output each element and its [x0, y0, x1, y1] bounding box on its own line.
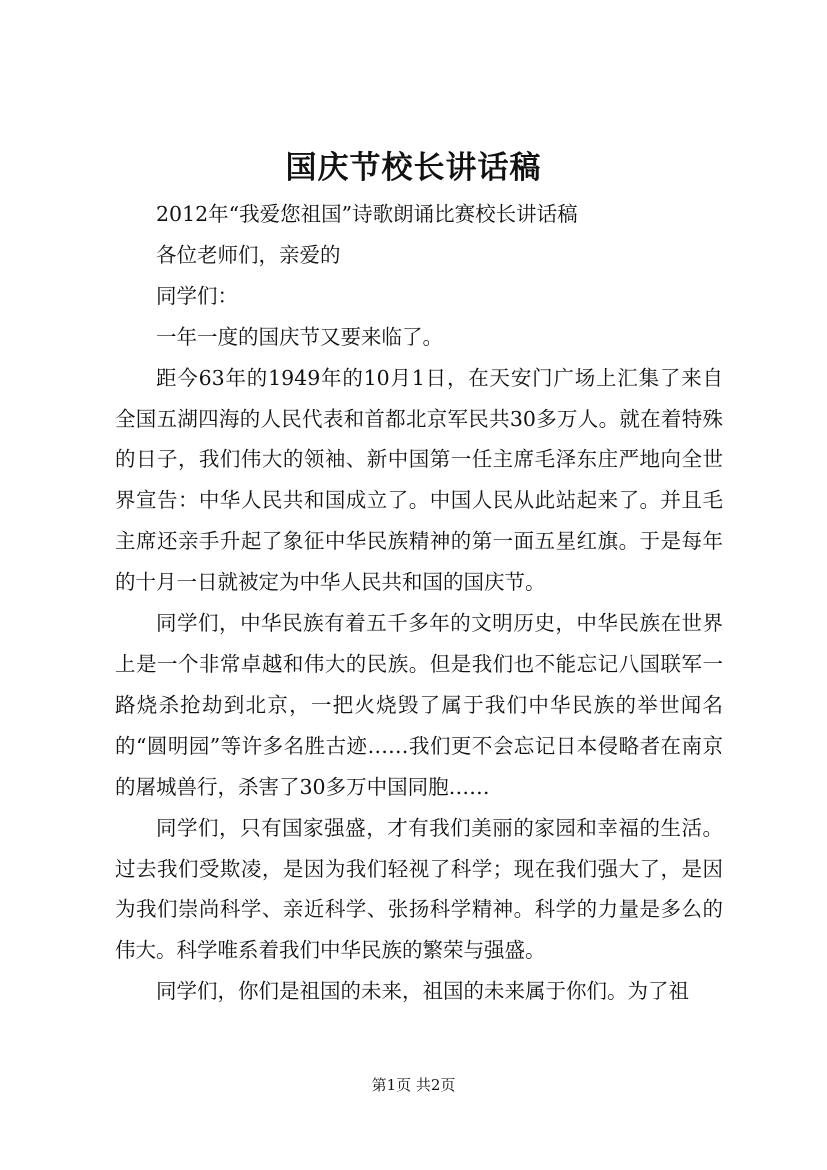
paragraph-opening: 一年一度的国庆节又要来临了。	[156, 324, 443, 349]
paragraph-future: 同学们，你们是祖国的未来，祖国的未来属于你们。为了祖	[156, 979, 689, 1004]
page-number-footer: 第1页 共2页	[371, 1076, 456, 1094]
paragraph-history: 距今63年的1949年的10月1日，在天安门广场上汇集了来自全国五湖四海的人民代表和首都北京军民共30多万人。就在着特殊的日子，我们伟大的领袖、新中国第一任主席毛泽东庄严地向全世界宣告：中华人民共和国成立了。中国人民从此站起来了。并且毛主席还亲手升起了象征中华民族精神的第一面五星红旗。于是每年的十月一日就被定为中华人民共和国的国庆节。	[115, 365, 723, 595]
paragraph-salutation-continued: 同学们：	[156, 283, 238, 308]
document-body	[115, 194, 723, 1012]
paragraph-salutation: 各位老师们，亲爱的	[156, 242, 341, 267]
paragraph-science: 同学们，只有国家强盛，才有我们美丽的家园和幸福的生活。过去我们受欺凌，是因为我们轻视了科学；现在我们强大了，是因为我们崇尚科学、亲近科学、张扬科学精神。科学的力量是多么的伟大。科学唯系着我们中华民族的繁荣与强盛。	[115, 815, 723, 963]
paragraph-subtitle: 2012年“我爱您祖国”诗歌朗诵比赛校长讲话稿	[156, 202, 578, 226]
document-title: 国庆节校长讲话稿	[285, 150, 542, 186]
paragraph-civilization: 同学们，中华民族有着五千多年的文明历史，中华民族在世界上是一个非常卓越和伟大的民族。但是我们也不能忘记八国联军一路烧杀抢劫到北京，一把火烧毁了属于我们中华民族的举世闻名的“圆明园”等许多名胜古迹……我们更不会忘记日本侵略者在南京的屠城兽行，杀害了30多万中国同胞……	[115, 611, 723, 799]
